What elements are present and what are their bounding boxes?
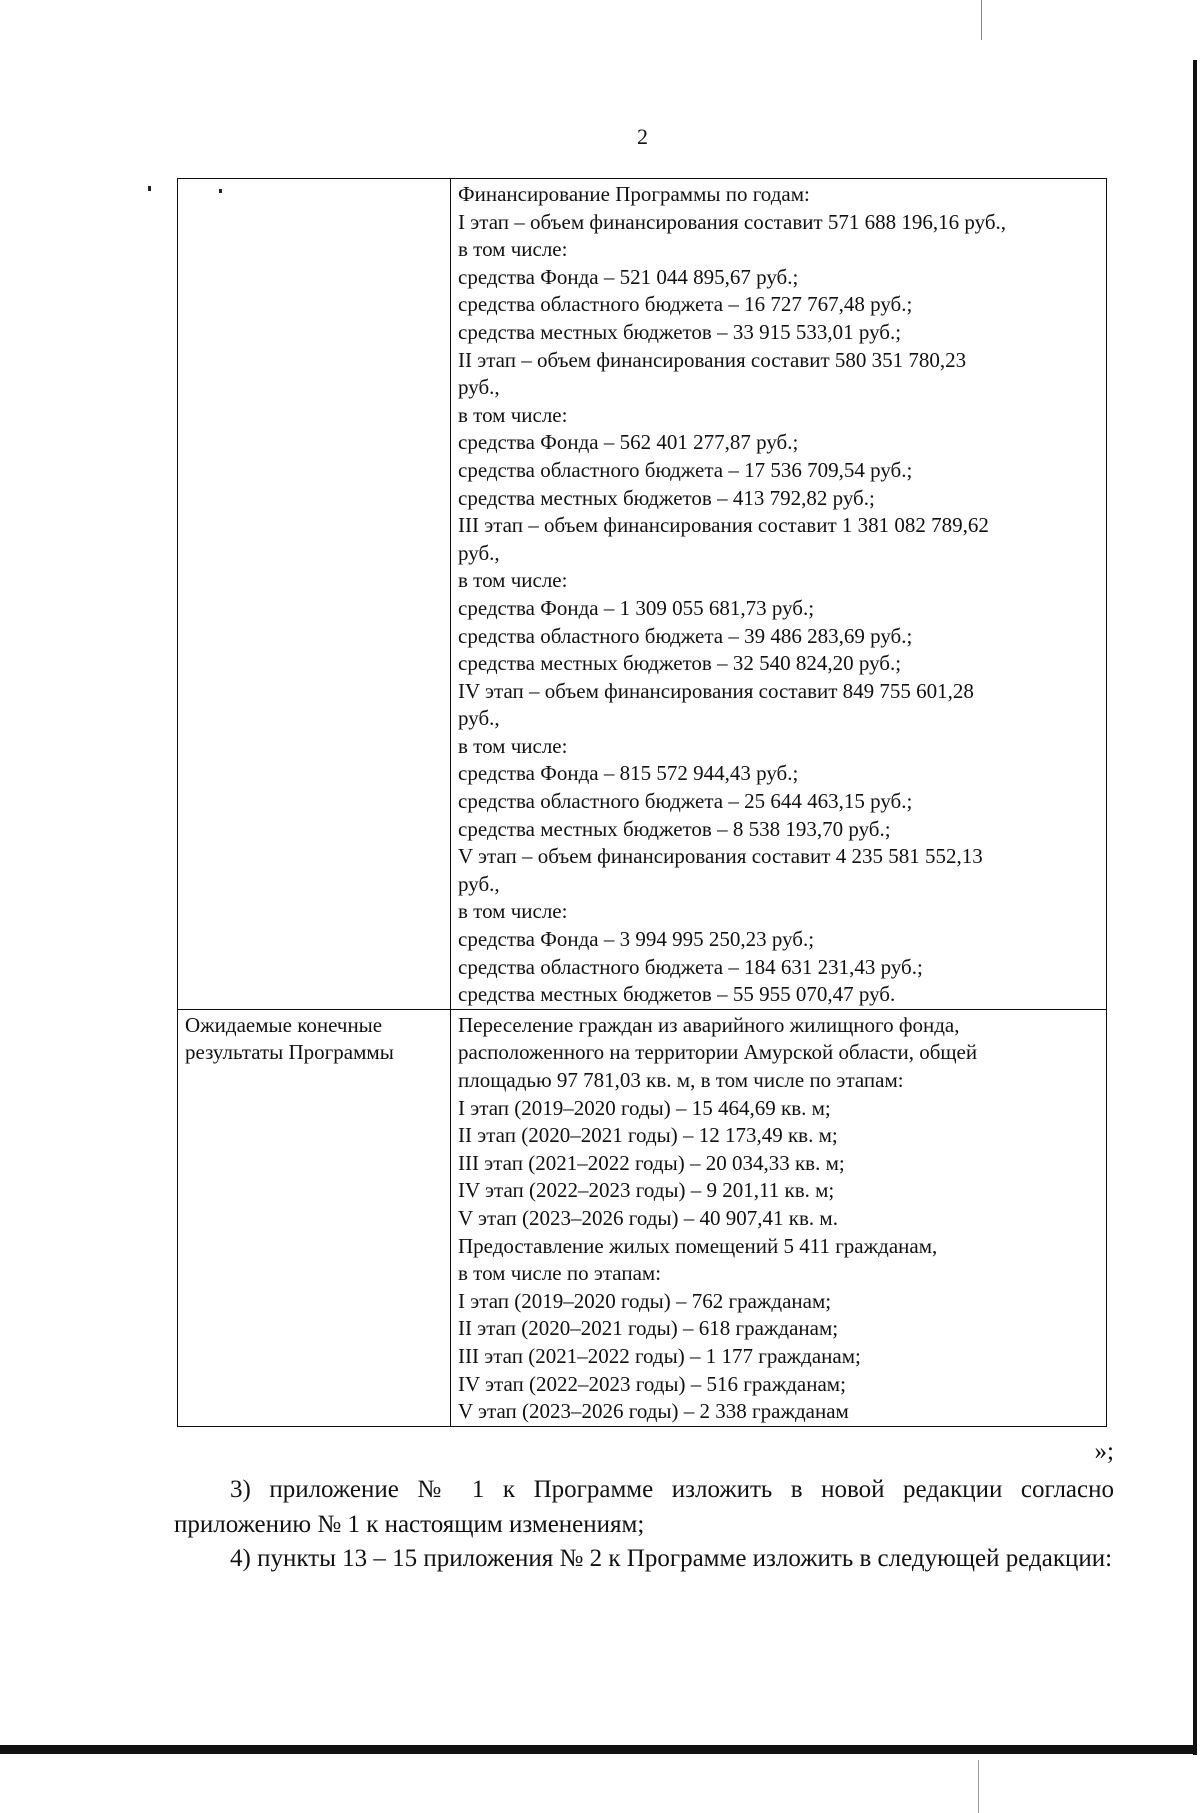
financing-line: средства местных бюджетов – 33 915 533,01 руб.; bbox=[458, 319, 902, 344]
expected-results-label-cell bbox=[178, 1009, 451, 1426]
scan-mark-top bbox=[981, 0, 982, 40]
paragraph-item-3 bbox=[174, 1472, 1114, 1542]
closing-quote: »; bbox=[1094, 1438, 1114, 1465]
financing-line: средства местных бюджетов – 413 792,82 руб.; bbox=[458, 485, 875, 510]
financing-line: в том числе: bbox=[458, 568, 568, 593]
result-line: V этап (2023–2026 годы) – 2 338 гражданам bbox=[458, 1399, 849, 1424]
financing-line: II этап – объем финансирования составит 580 351 780,23 bbox=[458, 347, 967, 372]
financing-line: средства областного бюджета – 184 631 231,43 руб.; bbox=[458, 954, 923, 979]
result-line: V этап (2023–2026 годы) – 40 907,41 кв. м. bbox=[458, 1205, 838, 1230]
financing-cell bbox=[451, 179, 1107, 1010]
scan-speck bbox=[148, 186, 151, 191]
program-passport-table bbox=[177, 178, 1107, 1427]
page-number: 2 bbox=[637, 124, 648, 149]
result-line: расположенного на территории Амурской области, общей bbox=[458, 1040, 978, 1065]
financing-line: средства Фонда – 3 994 995 250,23 руб.; bbox=[458, 927, 815, 952]
table-row bbox=[178, 1009, 1107, 1426]
financing-line: Финансирование Программы по годам: bbox=[458, 182, 810, 206]
expected-results-cell bbox=[451, 1009, 1107, 1426]
financing-line: в том числе: bbox=[458, 237, 568, 262]
table-row bbox=[178, 179, 1107, 1010]
financing-line: руб., bbox=[458, 375, 500, 400]
paragraph-text: 3) приложение № 1 к Программе изложить в новой редакции согласно приложению № 1 к настоящим изменениям; bbox=[174, 1476, 1114, 1538]
scan-border-bottom bbox=[0, 1745, 1197, 1754]
financing-line: средства Фонда – 1 309 055 681,73 руб.; bbox=[458, 595, 815, 620]
financing-line: I этап – объем финансирования составит 571 688 196,16 руб., bbox=[458, 209, 1007, 234]
financing-line: средства Фонда – 562 401 277,87 руб.; bbox=[458, 430, 799, 455]
financing-line: руб., bbox=[458, 540, 500, 565]
financing-line: средства местных бюджетов – 32 540 824,20 руб.; bbox=[458, 651, 902, 676]
financing-line: средства местных бюджетов – 8 538 193,70 руб.; bbox=[458, 816, 891, 841]
financing-line: средства областного бюджета – 25 644 463,15 руб.; bbox=[458, 789, 913, 814]
financing-line: средства областного бюджета – 17 536 709,54 руб.; bbox=[458, 457, 913, 482]
paragraph-item-4 bbox=[174, 1541, 1114, 1576]
financing-line: в том числе: bbox=[458, 899, 568, 924]
financing-line: IV этап – объем финансирования составит 849 755 601,28 bbox=[458, 678, 974, 703]
result-line: II этап (2020–2021 годы) – 12 173,49 кв. м; bbox=[458, 1123, 838, 1148]
financing-line: руб., bbox=[458, 706, 500, 731]
financing-line: V этап – объем финансирования составит 4 235 581 552,13 bbox=[458, 844, 983, 869]
row-label-line: результаты Программы bbox=[185, 1040, 394, 1065]
result-line: I этап (2019–2020 годы) – 15 464,69 кв. м; bbox=[458, 1095, 831, 1120]
financing-line: средства Фонда – 521 044 895,67 руб.; bbox=[458, 264, 799, 289]
result-line: I этап (2019–2020 годы) – 762 гражданам; bbox=[458, 1288, 832, 1313]
result-line: Предоставление жилых помещений 5 411 гражданам, bbox=[458, 1233, 938, 1258]
row-label-cell bbox=[178, 179, 451, 1010]
result-line: III этап (2021–2022 годы) – 20 034,33 кв. м; bbox=[458, 1150, 845, 1175]
financing-line: средства областного бюджета – 39 486 283,69 руб.; bbox=[458, 623, 913, 648]
financing-line: руб., bbox=[458, 871, 500, 896]
financing-line: средства Фонда – 815 572 944,43 руб.; bbox=[458, 761, 799, 786]
scan-border-right bbox=[1193, 60, 1197, 1755]
result-line: площадью 97 781,03 кв. м, в том числе по этапам: bbox=[458, 1068, 904, 1092]
result-line: II этап (2020–2021 годы) – 618 гражданам; bbox=[458, 1316, 839, 1341]
result-line: IV этап (2022–2023 годы) – 516 гражданам; bbox=[458, 1371, 846, 1396]
result-line: в том числе по этапам: bbox=[458, 1261, 662, 1286]
result-line: IV этап (2022–2023 годы) – 9 201,11 кв. м; bbox=[458, 1178, 835, 1203]
scan-mark-bottom bbox=[978, 1760, 979, 1813]
financing-line: в том числе: bbox=[458, 733, 568, 758]
financing-line: средства местных бюджетов – 55 955 070,47 руб. bbox=[458, 982, 896, 1007]
financing-line: средства областного бюджета – 16 727 767,48 руб.; bbox=[458, 292, 913, 317]
row-label-line: Ожидаемые конечные bbox=[185, 1012, 383, 1037]
result-line: III этап (2021–2022 годы) – 1 177 гражданам; bbox=[458, 1343, 861, 1368]
paragraph-text: 4) пункты 13 – 15 приложения № 2 к Программе изложить в следующей редакции: bbox=[230, 1545, 1113, 1572]
result-line: Переселение граждан из аварийного жилищного фонда, bbox=[458, 1012, 960, 1037]
financing-line: III этап – объем финансирования составит 1 381 082 789,62 bbox=[458, 513, 989, 538]
financing-line: в том числе: bbox=[458, 402, 568, 427]
